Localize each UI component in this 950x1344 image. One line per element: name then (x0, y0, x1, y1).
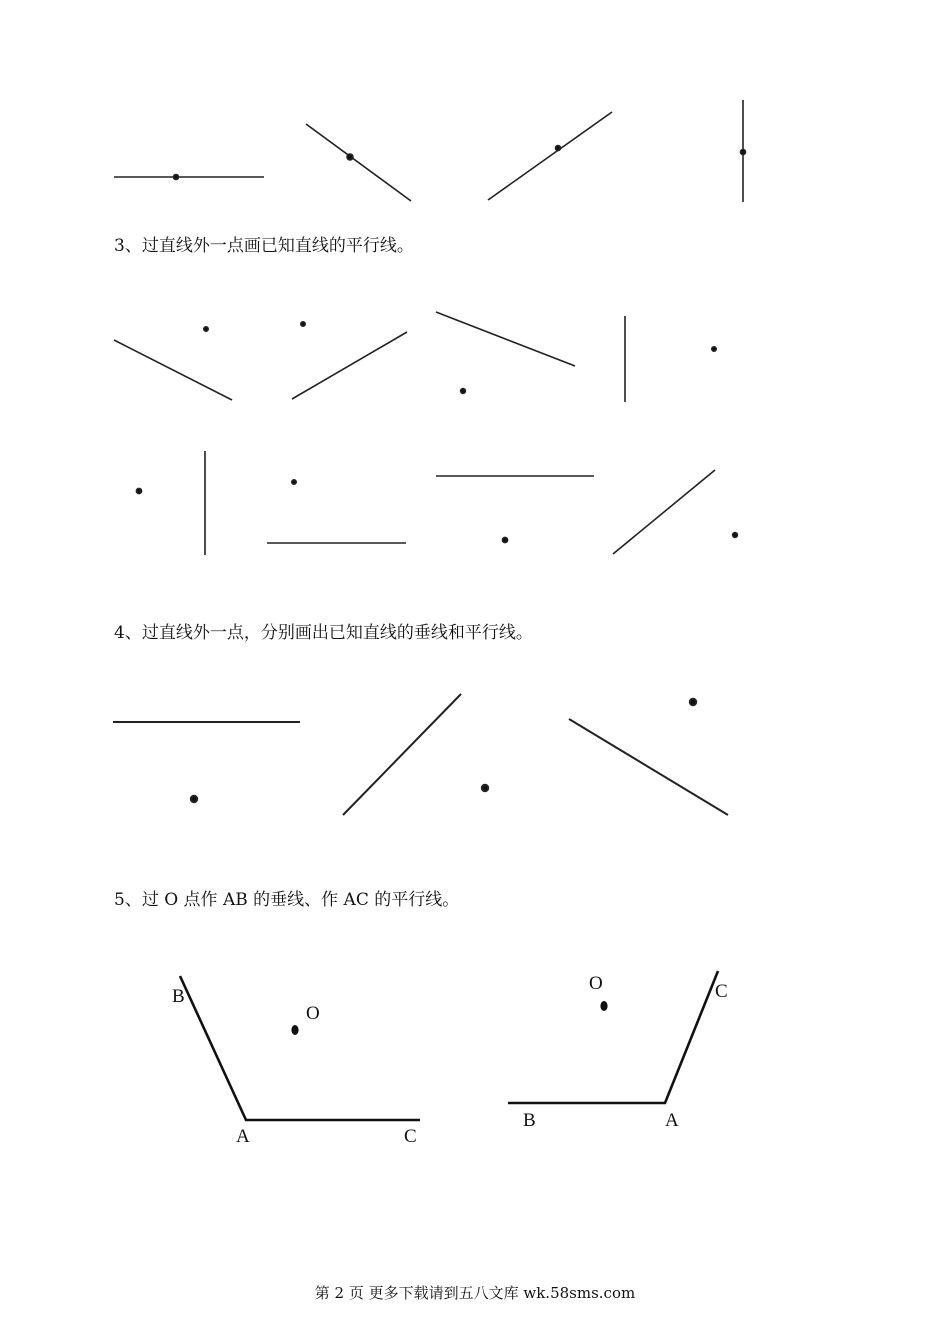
given-line (569, 719, 728, 815)
given-point (733, 533, 738, 538)
given-point (461, 389, 466, 394)
label-o: O (306, 1003, 320, 1024)
question-3: 3、过直线外一点画已知直线的平行线。 (114, 236, 414, 256)
given-point (690, 699, 696, 705)
given-point (204, 327, 208, 331)
given-point (191, 796, 197, 802)
given-point (347, 154, 353, 160)
given-point (741, 150, 746, 155)
given-point (556, 146, 561, 151)
given-line (343, 694, 461, 815)
given-point (482, 785, 488, 791)
given-point (136, 488, 141, 493)
given-point (301, 322, 305, 326)
figure-row-point-on-line (114, 100, 746, 202)
given-point (292, 480, 296, 484)
label-c: C (715, 981, 728, 1002)
given-line (613, 470, 715, 554)
q5-right-figure (508, 971, 728, 1131)
given-line (114, 340, 232, 400)
label-b: B (523, 1110, 536, 1131)
label-a: A (236, 1126, 250, 1147)
label-o: O (589, 973, 603, 994)
given-point (174, 175, 179, 180)
point-o (291, 1025, 298, 1035)
given-point (502, 537, 507, 542)
point-o (600, 1001, 607, 1011)
q5-left-figure (172, 976, 420, 1147)
question-4: 4、过直线外一点，分别画出已知直线的垂线和平行线。 (114, 623, 533, 643)
angle-bac (180, 976, 420, 1120)
q4-figures (113, 694, 728, 815)
question-5: 5、过 O 点作 AB 的垂线、作 AC 的平行线。 (114, 890, 460, 910)
given-line (292, 332, 407, 399)
label-c: C (404, 1126, 417, 1147)
given-point (712, 347, 716, 351)
label-b: B (172, 986, 185, 1007)
given-line (488, 112, 612, 200)
page-footer: 第 2 页 更多下载请到五八文库 wk.58sms.com (314, 1284, 636, 1302)
angle-bac (508, 971, 718, 1103)
given-line (436, 312, 575, 366)
given-line (306, 124, 411, 201)
q3-figures (114, 312, 737, 555)
label-a: A (665, 1110, 679, 1131)
